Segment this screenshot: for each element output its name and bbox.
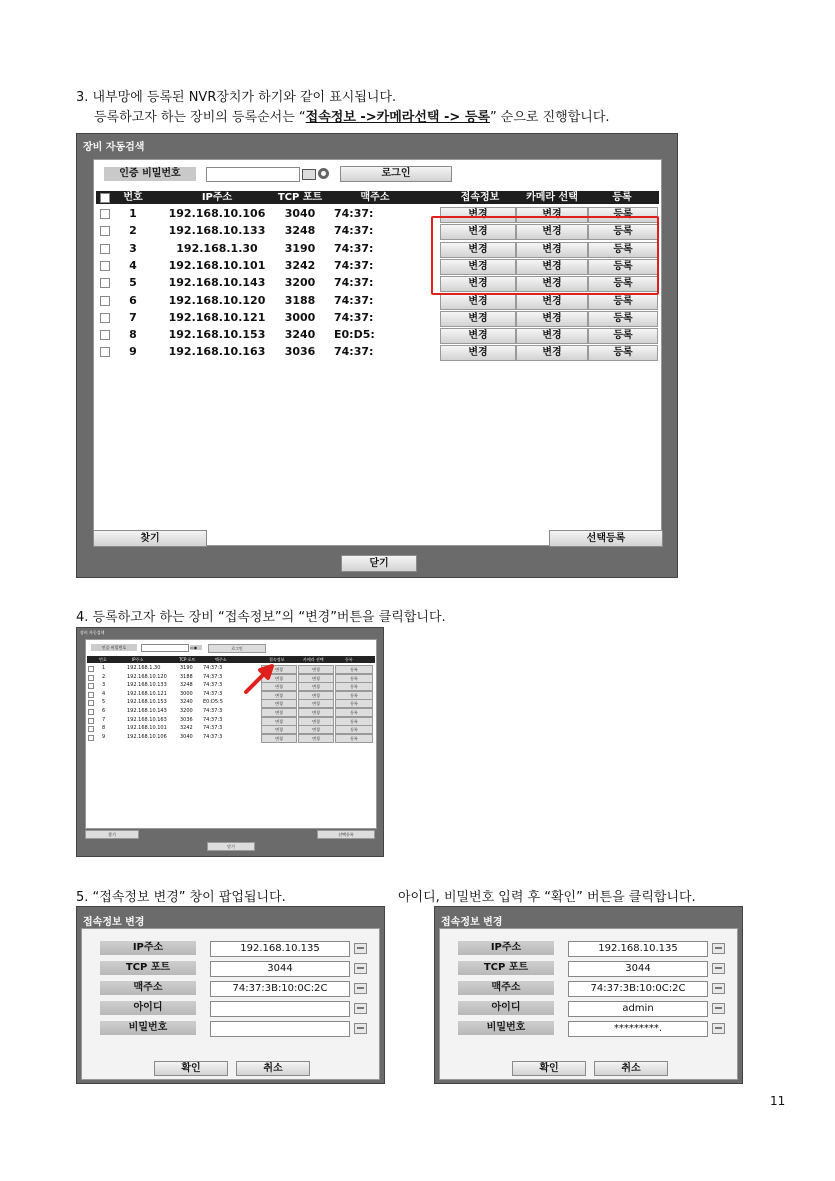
small-row-mac: 74:37:3 <box>203 682 223 689</box>
small-col-port: TCP 포트 <box>179 657 196 662</box>
small-change-camera-button[interactable]: 변경 <box>298 682 334 691</box>
small-change-conn-button[interactable]: 변경 <box>261 734 297 743</box>
change-camera-button[interactable]: 변경 <box>516 328 588 344</box>
popup-left-cancel-button[interactable]: 취소 <box>236 1061 310 1076</box>
change-conn-button[interactable]: 변경 <box>440 224 516 240</box>
small-password-label: 인증 비밀번호 <box>91 644 137 651</box>
popup-field-label: 아이디 <box>100 1001 196 1015</box>
step3-line2-bold: 접속정보 ->카메라선택 -> 등록 <box>305 110 490 125</box>
row-port: 3036 <box>284 345 316 359</box>
small-change-conn-button[interactable]: 변경 <box>261 665 297 674</box>
small-row-no: 3 <box>102 682 106 689</box>
row-no: 3 <box>129 241 137 255</box>
small-change-camera-button[interactable]: 변경 <box>298 708 334 717</box>
small-row-mac: 74:37:3 <box>203 733 223 740</box>
small-row-ip: 192.168.1.30 <box>127 665 161 671</box>
popup-field-label: IP주소 <box>458 941 554 955</box>
popup-field-input[interactable]: 192.168.10.135 <box>568 941 708 957</box>
small-col-register: 등록 <box>345 657 353 662</box>
change-camera-button[interactable]: 변경 <box>516 224 588 240</box>
small-find-button[interactable]: 찾기 <box>85 830 139 839</box>
popup-field-input[interactable]: 3044 <box>568 961 708 977</box>
small-row-no: 5 <box>102 699 106 706</box>
small-row-checkbox[interactable] <box>88 726 94 732</box>
row-checkbox[interactable] <box>100 209 110 219</box>
small-row-no: 6 <box>102 708 106 714</box>
small-row-checkbox[interactable] <box>88 735 94 741</box>
small-row-no: 8 <box>102 725 106 732</box>
small-row-ip: 192.168.10.133 <box>127 682 167 689</box>
col-conn: 접속정보 <box>460 192 500 203</box>
small-col-camera: 카메라 선택 <box>303 657 324 662</box>
row-checkbox[interactable] <box>100 278 110 288</box>
row-no: 7 <box>129 310 137 324</box>
row-mac: 74:37: <box>334 258 374 272</box>
small-row-mac: E0:D5:5 <box>203 699 223 706</box>
small-row-ip: 192.168.10.163 <box>127 716 167 723</box>
row-ip: 192.168.10.106 <box>168 207 266 220</box>
col-register: 등록 <box>612 192 632 203</box>
col-mac: 맥주소 <box>360 192 390 203</box>
dialog-title: 장비 자동검색 <box>83 142 145 153</box>
small-row-port: 3000 <box>180 690 193 697</box>
step3-line2 <box>94 106 610 125</box>
col-port: TCP 포트 <box>277 192 323 203</box>
change-conn-button[interactable]: 변경 <box>440 259 516 275</box>
popup-field-label: 아이디 <box>458 1001 554 1015</box>
row-checkbox[interactable] <box>100 261 110 271</box>
change-camera-button[interactable]: 변경 <box>516 345 588 361</box>
step5-left-text: 5. “접속정보 변경” 창이 팝업됩니다. <box>76 890 286 905</box>
small-row-checkbox[interactable] <box>88 718 94 724</box>
keyboard-icon[interactable] <box>302 169 316 180</box>
small-change-conn-button[interactable]: 변경 <box>261 717 297 726</box>
password-input[interactable] <box>206 167 300 182</box>
small-row-ip: 192.168.10.120 <box>127 673 167 680</box>
dialog-inner-panel <box>93 159 662 546</box>
small-row-port: 3242 <box>180 725 193 732</box>
popup-left-title: 접속정보 변경 <box>83 917 145 928</box>
popup-right-cancel-button[interactable]: 취소 <box>594 1061 668 1076</box>
row-checkbox[interactable] <box>100 313 110 323</box>
row-mac: 74:37: <box>334 241 374 255</box>
popup-field-label: 비밀번호 <box>100 1021 196 1035</box>
step4-text: 4. 등록하고자 하는 장비 “접속정보”의 “변경”버튼을 클릭합니다. <box>76 610 446 625</box>
change-camera-button[interactable]: 변경 <box>516 311 588 327</box>
row-ip: 192.168.1.30 <box>176 241 258 255</box>
change-conn-button[interactable]: 변경 <box>440 242 516 258</box>
close-button[interactable]: 닫기 <box>341 555 417 572</box>
row-checkbox[interactable] <box>100 226 110 236</box>
row-mac: 74:37: <box>334 224 374 238</box>
small-register-button[interactable]: 등록 <box>335 674 373 683</box>
conn-info-popup-left <box>76 906 385 1084</box>
small-row-mac: 74:37:3 <box>203 725 223 732</box>
step3-line2-prefix: 등록하고자 하는 장비의 등록순서는 “ <box>94 110 306 125</box>
small-inner-panel <box>85 639 377 829</box>
row-checkbox[interactable] <box>100 296 110 306</box>
register-button[interactable]: 등록 <box>588 259 658 275</box>
small-change-conn-button[interactable]: 변경 <box>261 708 297 717</box>
table-header <box>96 191 659 204</box>
register-button[interactable]: 등록 <box>588 328 658 344</box>
row-ip: 192.168.10.121 <box>168 310 266 324</box>
row-ip: 192.168.10.133 <box>168 224 266 238</box>
small-register-button[interactable]: 등록 <box>335 708 373 717</box>
small-col-conn: 접속정보 <box>269 657 285 662</box>
conn-info-popup-right <box>434 906 743 1084</box>
row-mac: E0:D5: <box>334 328 375 342</box>
row-no: 1 <box>129 207 137 220</box>
small-change-conn-button[interactable]: 변경 <box>261 682 297 691</box>
small-row-ip: 192.168.10.121 <box>127 690 167 697</box>
small-change-camera-button[interactable]: 변경 <box>298 699 334 708</box>
device-search-dialog-small <box>76 627 384 857</box>
row-mac: 74:37: <box>334 345 374 359</box>
small-row-checkbox[interactable] <box>88 675 94 681</box>
keyboard-icon[interactable] <box>354 983 367 994</box>
col-no: 번호 <box>123 192 143 203</box>
small-close-button[interactable]: 닫기 <box>207 842 255 851</box>
popup-field-input[interactable] <box>210 1021 350 1037</box>
popup-field-input[interactable]: *********. <box>568 1021 708 1037</box>
small-col-mac: 맥주소 <box>215 657 227 662</box>
row-port: 3000 <box>284 310 316 324</box>
popup-right-body <box>439 928 738 1080</box>
row-ip: 192.168.10.143 <box>168 276 266 290</box>
small-register-button[interactable]: 등록 <box>335 699 373 708</box>
register-button[interactable]: 등록 <box>588 294 658 310</box>
popup-field-input[interactable]: 192.168.10.135 <box>210 941 350 957</box>
small-row-mac: 74:37:3 <box>203 708 223 714</box>
row-mac: 74:37: <box>334 310 374 324</box>
small-row-checkbox[interactable] <box>88 666 94 672</box>
row-port: 3242 <box>284 258 316 272</box>
small-table-row <box>87 733 375 742</box>
small-row-port: 3040 <box>180 733 193 740</box>
small-table-header <box>87 656 375 663</box>
keyboard-icon[interactable] <box>354 1003 367 1014</box>
password-label: 인증 비밀번호 <box>104 167 196 181</box>
popup-field-input[interactable] <box>210 1001 350 1017</box>
small-register-button[interactable]: 등록 <box>335 691 373 700</box>
small-register-button[interactable]: 등록 <box>335 682 373 691</box>
small-row-port: 3036 <box>180 716 193 723</box>
keyboard-icon[interactable] <box>712 1003 725 1014</box>
popup-field-input[interactable]: 3044 <box>210 961 350 977</box>
small-row-no: 9 <box>102 733 106 740</box>
keyboard-icon[interactable] <box>354 943 367 954</box>
row-no: 2 <box>129 224 137 238</box>
small-row-port: 3240 <box>180 699 193 706</box>
page-number: 11 <box>770 1094 786 1108</box>
small-login-button[interactable]: 로그인 <box>208 644 266 653</box>
row-mac: 74:37: <box>334 276 374 290</box>
red-arrow-icon <box>242 662 276 696</box>
popup-field-label: 맥주소 <box>100 981 196 995</box>
change-conn-button[interactable]: 변경 <box>440 294 516 310</box>
change-conn-button[interactable]: 변경 <box>440 345 516 361</box>
step5-right-text: 아이디, 비밀번호 입력 후 “확인” 버튼을 클릭합니다. <box>398 890 696 905</box>
login-button[interactable]: 로그인 <box>340 166 452 182</box>
popup-field-input[interactable]: 74:37:3B:10:0C:2C <box>568 981 708 997</box>
register-button[interactable]: 등록 <box>588 311 658 327</box>
keyboard-icon[interactable] <box>354 963 367 974</box>
row-port: 3040 <box>284 207 316 220</box>
small-change-conn-button[interactable]: 변경 <box>261 725 297 734</box>
popup-field-label: TCP 포트 <box>458 961 554 975</box>
register-button[interactable]: 등록 <box>588 224 658 240</box>
register-button[interactable]: 등록 <box>588 207 658 223</box>
popup-field-label: TCP 포트 <box>100 961 196 975</box>
small-row-mac: 74:37:3 <box>203 673 223 680</box>
row-checkbox[interactable] <box>100 330 110 340</box>
row-ip: 192.168.10.101 <box>168 258 266 272</box>
row-mac: 74:37: <box>334 207 374 220</box>
select-all-checkbox[interactable] <box>100 193 110 203</box>
small-change-conn-button[interactable]: 변경 <box>261 674 297 683</box>
small-row-ip: 192.168.10.106 <box>127 733 167 740</box>
small-row-no: 4 <box>102 690 106 697</box>
change-camera-button[interactable]: 변경 <box>516 259 588 275</box>
small-change-camera-button[interactable]: 변경 <box>298 717 334 726</box>
register-button[interactable]: 등록 <box>588 276 658 292</box>
small-row-checkbox[interactable] <box>88 700 94 706</box>
table-row <box>96 327 659 343</box>
small-row-port: 3188 <box>180 673 193 680</box>
row-checkbox[interactable] <box>100 347 110 357</box>
select-register-button[interactable]: 선택등록 <box>549 530 663 547</box>
row-no: 5 <box>129 276 137 290</box>
row-port: 3248 <box>284 224 316 238</box>
row-ip: 192.168.10.153 <box>168 328 266 342</box>
keyboard-icon[interactable] <box>354 1023 367 1034</box>
row-port: 3200 <box>284 276 316 290</box>
row-no: 8 <box>129 328 137 342</box>
small-change-camera-button[interactable]: 변경 <box>298 734 334 743</box>
row-no: 9 <box>129 345 137 359</box>
small-row-port: 3248 <box>180 682 193 689</box>
change-camera-button[interactable]: 변경 <box>516 294 588 310</box>
small-icons: ▭◉ <box>190 645 202 650</box>
keyboard-icon[interactable] <box>712 983 725 994</box>
small-change-camera-button[interactable]: 변경 <box>298 665 334 674</box>
small-row-ip: 192.168.10.153 <box>127 699 167 706</box>
small-register-button[interactable]: 등록 <box>335 717 373 726</box>
col-ip: IP주소 <box>201 192 233 203</box>
row-port: 3240 <box>284 328 316 342</box>
highlight-box <box>431 216 659 295</box>
row-mac: 74:37: <box>334 293 374 307</box>
small-change-camera-button[interactable]: 변경 <box>298 691 334 700</box>
table-row <box>96 344 659 360</box>
register-button[interactable]: 등록 <box>588 345 658 361</box>
keyboard-icon[interactable] <box>712 943 725 954</box>
small-row-no: 2 <box>102 673 106 680</box>
eye-icon[interactable] <box>318 168 329 179</box>
small-change-camera-button[interactable]: 변경 <box>298 725 334 734</box>
small-row-checkbox[interactable] <box>88 692 94 698</box>
small-col-ip: IP주소 <box>132 657 144 662</box>
keyboard-icon[interactable] <box>712 963 725 974</box>
popup-left-body <box>81 928 380 1080</box>
row-ip: 192.168.10.120 <box>168 293 266 307</box>
change-camera-button[interactable]: 변경 <box>516 242 588 258</box>
keyboard-icon[interactable] <box>712 1023 725 1034</box>
small-change-conn-button[interactable]: 변경 <box>261 699 297 708</box>
small-register-button[interactable]: 등록 <box>335 725 373 734</box>
popup-field-label: 비밀번호 <box>458 1021 554 1035</box>
change-conn-button[interactable]: 변경 <box>440 311 516 327</box>
small-col-no: 번호 <box>99 657 107 662</box>
row-checkbox[interactable] <box>100 244 110 254</box>
popup-field-input[interactable]: 74:37:3B:10:0C:2C <box>210 981 350 997</box>
small-row-port: 3190 <box>180 665 193 671</box>
popup-field-label: IP주소 <box>100 941 196 955</box>
small-row-ip: 192.168.10.101 <box>127 725 167 732</box>
small-row-port: 3200 <box>180 708 193 714</box>
small-change-camera-button[interactable]: 변경 <box>298 674 334 683</box>
popup-left-ok-button[interactable]: 확인 <box>154 1061 228 1076</box>
small-register-button[interactable]: 등록 <box>335 665 373 674</box>
small-dialog-title: 장비 자동검색 <box>80 630 105 635</box>
change-camera-button[interactable]: 변경 <box>516 207 588 223</box>
row-port: 3188 <box>284 293 316 307</box>
step3-line1: 3. 내부망에 등록된 NVR장치가 하기와 같이 표시됩니다. <box>76 90 397 105</box>
register-button[interactable]: 등록 <box>588 242 658 258</box>
small-row-mac: 74:37:3 <box>203 716 223 723</box>
small-password-input[interactable] <box>141 644 189 652</box>
change-conn-button[interactable]: 변경 <box>440 276 516 292</box>
row-no: 6 <box>129 293 137 307</box>
col-camera: 카메라 선택 <box>526 192 578 203</box>
table-row <box>96 310 659 326</box>
row-no: 4 <box>129 258 137 272</box>
small-row-no: 1 <box>102 665 106 671</box>
popup-right-ok-button[interactable]: 확인 <box>512 1061 586 1076</box>
small-row-ip: 192.168.10.143 <box>127 708 167 714</box>
small-select-register-button[interactable]: 선택등록 <box>317 830 375 839</box>
step3-line2-suffix: ” 순으로 진행합니다. <box>489 110 610 125</box>
popup-field-input[interactable]: admin <box>568 1001 708 1017</box>
small-change-conn-button[interactable]: 변경 <box>261 691 297 700</box>
change-conn-button[interactable]: 변경 <box>440 207 516 223</box>
small-register-button[interactable]: 등록 <box>335 734 373 743</box>
find-button[interactable]: 찾기 <box>93 530 207 547</box>
small-row-checkbox[interactable] <box>88 709 94 715</box>
popup-field-label: 맥주소 <box>458 981 554 995</box>
small-row-no: 7 <box>102 716 106 723</box>
row-ip: 192.168.10.163 <box>168 345 266 359</box>
row-port: 3190 <box>284 241 316 255</box>
small-row-mac: 74:37:3 <box>203 665 223 671</box>
small-row-mac: 74:37:3 <box>203 690 223 697</box>
change-camera-button[interactable]: 변경 <box>516 276 588 292</box>
change-conn-button[interactable]: 변경 <box>440 328 516 344</box>
small-row-checkbox[interactable] <box>88 683 94 689</box>
device-search-dialog <box>76 133 678 578</box>
popup-right-title: 접속정보 변경 <box>441 917 503 928</box>
